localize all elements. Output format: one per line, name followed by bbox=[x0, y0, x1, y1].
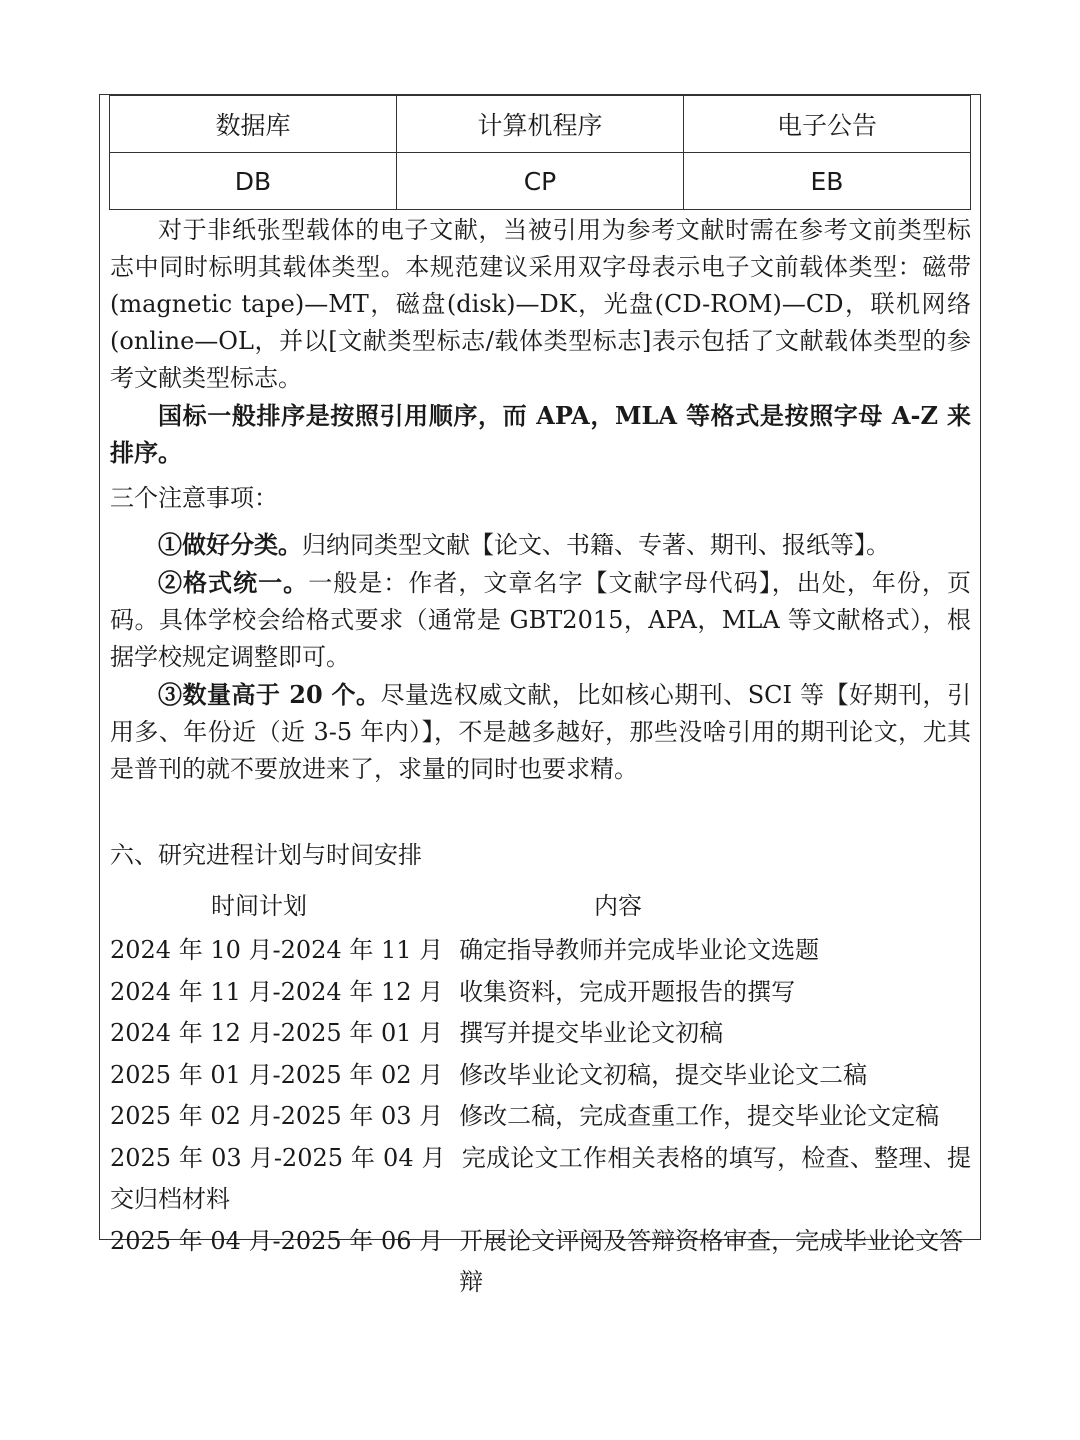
document-body bbox=[110, 212, 971, 1304]
page-frame bbox=[99, 94, 981, 1296]
note-quantity bbox=[110, 676, 971, 788]
schedule-row bbox=[110, 972, 971, 1014]
schedule-time: 2025 年 03 月-2025 年 04 月 bbox=[110, 1143, 446, 1172]
note-quantity-text: 尽量选权威文献，比如核心期刊、SCI 等【好期刊，引用多、年份近（近 3-5 年内）】，不是越多越好，那些没啥引用的期刊论文，尤其是普刊的就不要放进来了，求量的同时也要求精。 bbox=[110, 681, 972, 783]
carrier-table-code-row bbox=[110, 153, 971, 210]
schedule-time: 2025 年 04 月-2025 年 06 月 bbox=[110, 1226, 444, 1255]
schedule-time: 2025 年 01 月-2025 年 02 月 bbox=[110, 1060, 444, 1089]
schedule-content: 修改毕业论文初稿，提交毕业论文二稿 bbox=[459, 1060, 868, 1089]
schedule-content: 修改二稿，完成查重工作，提交毕业论文定稿 bbox=[459, 1102, 940, 1130]
note-classify-heading: ①做好分类。 bbox=[158, 530, 302, 559]
schedule-col-time: 时间计划 bbox=[211, 892, 307, 920]
note-classify bbox=[110, 526, 971, 564]
electronic-carrier-paragraph: 对于非纸张型载体的电子文献，当被引用为参考文献时需在参考文前类型标志中同时标明其载体类型。本规范建议采用双字母表示电子文前载体类型：磁带(magnetic tape)—MT，磁盘(disk)—DK，光盘(CD-ROM)—CD，联机网络(online—OL，并以[文献类型标志/载体类型标志]表示包括了文献载体类型的参考文献类型标志。 bbox=[110, 216, 971, 392]
carrier-code-cell: EB bbox=[684, 153, 971, 210]
schedule-time: 2024 年 10 月-2024 年 11 月 bbox=[110, 936, 444, 964]
note-format bbox=[110, 564, 971, 676]
note-quantity-heading: ③数量高于 20 个。 bbox=[158, 680, 381, 709]
carrier-type-table bbox=[109, 95, 971, 210]
schedule-row bbox=[110, 1055, 971, 1097]
carrier-table-header-row bbox=[110, 96, 971, 153]
carrier-header-cell: 电子公告 bbox=[684, 96, 971, 153]
schedule-content: 收集资料，完成开题报告的撰写 bbox=[459, 977, 796, 1006]
sorting-note-paragraph: 国标一般排序是按照引用顺序，而 APA，MLA 等格式是按照字母 A-Z 来排序。 bbox=[110, 401, 971, 467]
schedule-content: 确定指导教师并完成毕业论文选题 bbox=[459, 936, 820, 964]
schedule-row bbox=[110, 1013, 971, 1055]
note-classify-text: 归纳同类型文献【论文、书籍、专著、期刊、报纸等】。 bbox=[302, 531, 890, 559]
schedule-row bbox=[110, 1138, 971, 1221]
carrier-code-cell: DB bbox=[110, 153, 397, 210]
schedule-time: 2025 年 02 月-2025 年 03 月 bbox=[110, 1102, 444, 1130]
schedule-header bbox=[110, 888, 971, 930]
schedule-row bbox=[110, 930, 971, 972]
schedule-col-content: 内容 bbox=[594, 892, 642, 920]
carrier-header-cell: 计算机程序 bbox=[397, 96, 684, 153]
schedule-content: 完成论文工作相关表格的填写，检查、整理、提交归档材料 bbox=[110, 1143, 971, 1213]
note-format-heading: ②格式统一。 bbox=[158, 568, 309, 597]
notes-title: 三个注意事项： bbox=[110, 484, 278, 512]
section-six-title: 六、研究进程计划与时间安排 bbox=[110, 841, 422, 869]
schedule-time: 2024 年 12 月-2025 年 01 月 bbox=[110, 1019, 444, 1047]
carrier-header-cell: 数据库 bbox=[110, 96, 397, 153]
schedule-row bbox=[110, 1221, 971, 1304]
schedule-content: 撰写并提交毕业论文初稿 bbox=[459, 1019, 724, 1047]
schedule-time: 2024 年 11 月-2024 年 12 月 bbox=[110, 977, 444, 1006]
schedule-content: 开展论文评阅及答辩资格审查，完成毕业论文答辩 bbox=[459, 1226, 964, 1296]
carrier-code-cell: CP bbox=[397, 153, 684, 210]
schedule-row bbox=[110, 1096, 971, 1138]
note-format-text: 一般是：作者，文章名字【文献字母代码】，出处，年份，页码。具体学校会给格式要求（通常是 GBT2015，APA，MLA 等文献格式），根据学校规定调整即可。 bbox=[110, 569, 971, 671]
